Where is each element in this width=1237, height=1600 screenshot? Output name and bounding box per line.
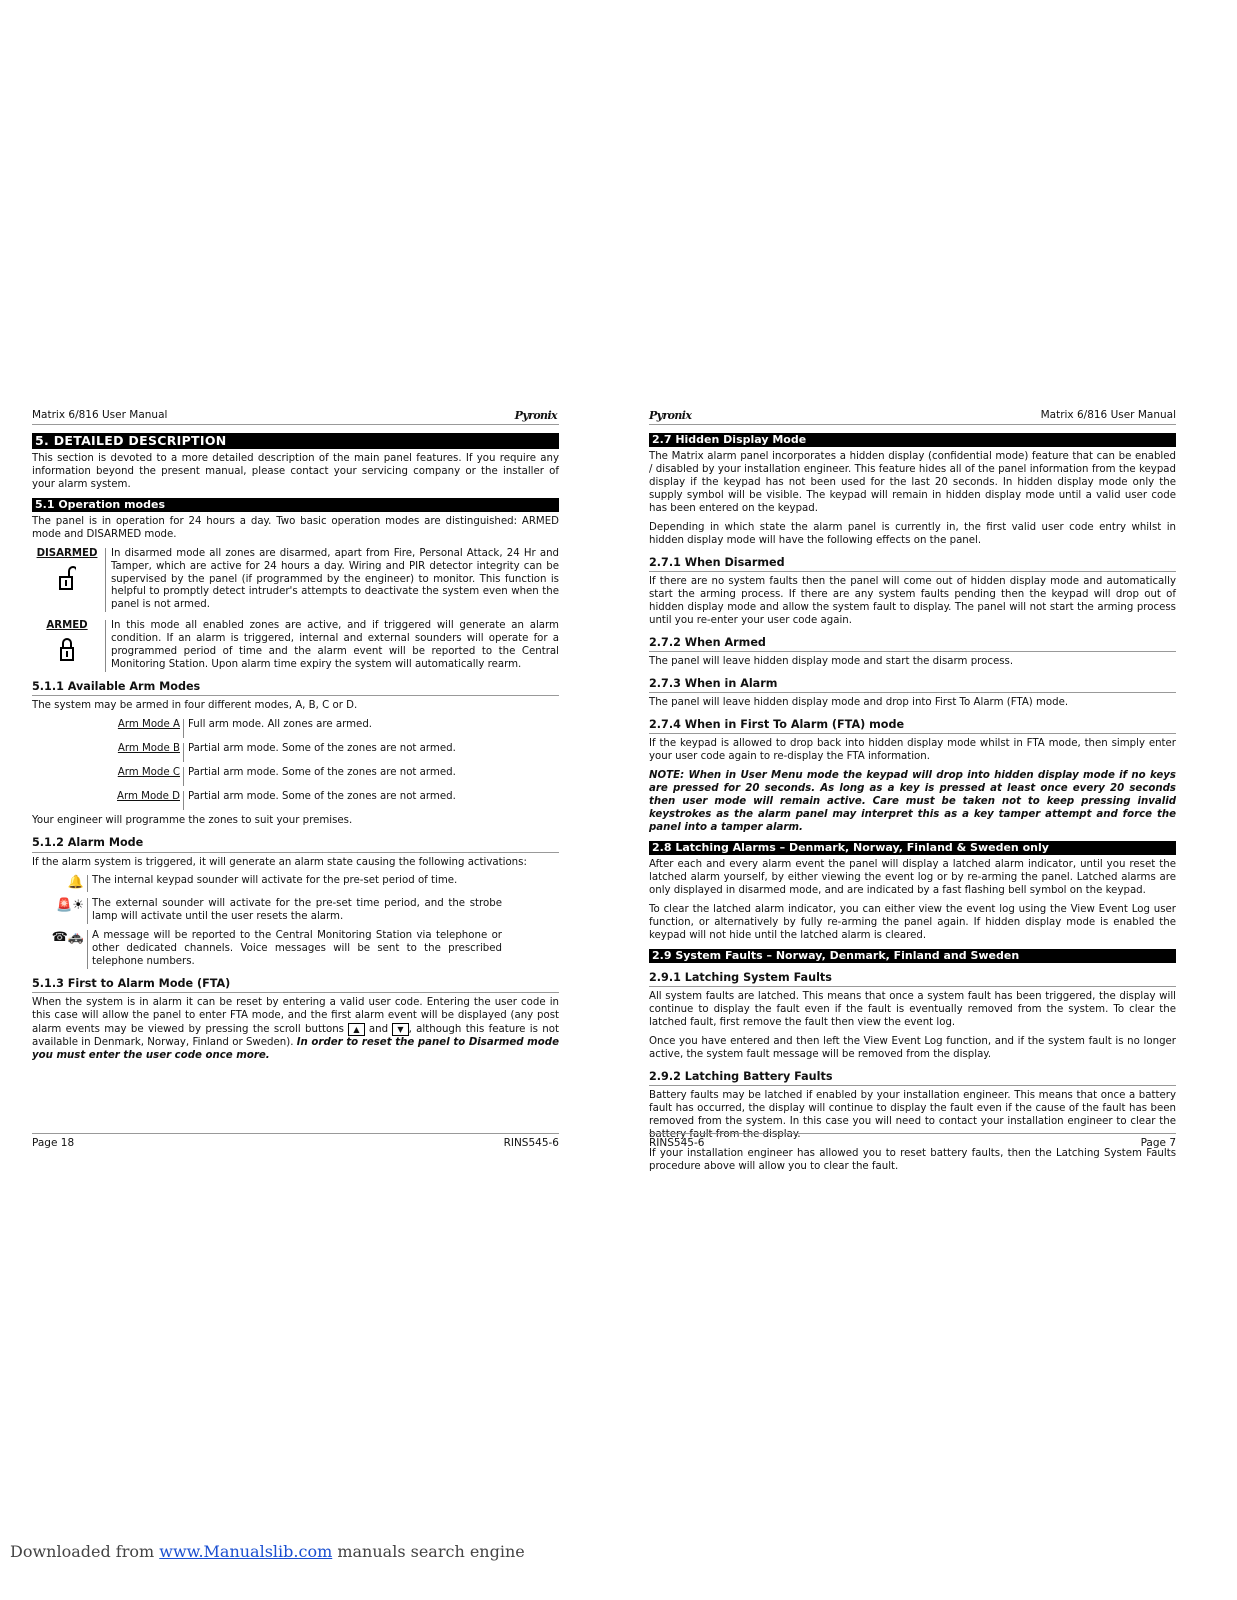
section-5-title: 5. DETAILED DESCRIPTION	[32, 433, 559, 449]
section-2-7-4-text: If the keypad is allowed to drop back into hidden display mode whilst in FTA mode, then simply enter your user code again to re-display the FTA information.	[649, 738, 1176, 763]
section-5-1-title: 5.1 Operation modes	[32, 498, 559, 512]
doc-code: RINS545-6	[503, 1137, 559, 1149]
section-2-8-text: After each and every alarm event the panel will display a latched alarm indicator, until you reset the latched alarm yourself, by either viewing the event log or by re-arming the panel. Latched alarms are only displayed in disarmed mode, and are indicated by a fast flashing bell symbol on the keypad.	[649, 858, 1176, 896]
section-5-1-1-note: Your engineer will programme the zones to suit your premises.	[32, 815, 353, 827]
section-5-1-1-text: The system may be armed in four different modes, A, B, C or D.	[32, 700, 358, 712]
alarm-activation-item	[32, 930, 559, 969]
section-2-9-1-text: All system faults are latched. This means that once a system fault has been triggered, the display will continue to display the fault even if the fault is eventually removed from the system. To clear the latched fault, first remove the fault then view the event log.	[649, 990, 1176, 1028]
section-2-7-2-title: 2.7.2 When Armed	[649, 636, 1176, 652]
reset-instruction: In order to reset the panel to Disarmed mode you must enter the user code once more.	[32, 1036, 559, 1061]
siren-strobe-icon: 🚨☀	[56, 897, 84, 913]
arm-mode-desc: Full arm mode. All zones are armed.	[188, 719, 373, 731]
disarmed-mode	[32, 548, 559, 613]
alarm-activation-text: The external sounder will activate for the pre-set time period, and the strobe lamp will activate until the user resets the alarm.	[87, 898, 502, 924]
section-2-7-3-title: 2.7.3 When in Alarm	[649, 677, 1176, 693]
section-5-1-3-text: When the system is in alarm it can be reset by entering a valid user code. Entering the user code in this case will allow the panel to enter FTA mode, and the first alarm event will be displayed (any post alarm events may be viewed by pressing the scroll buttons ▲ and ▼ , although this feature is not available in Denmark, Norway, Finland or Sweden). In order to reset the panel to Disarmed mode you must enter the user code once more.	[32, 996, 559, 1061]
pyronix-logo: Pyronix	[514, 409, 557, 423]
arm-mode-name: Arm Mode B	[117, 743, 184, 762]
section-2-7-3-text: The panel will leave hidden display mode and drop into First To Alarm (FTA) mode.	[649, 697, 1069, 709]
header-title: Matrix 6/816 User Manual	[1040, 408, 1176, 421]
section-5-intro: This section is devoted to a more detailed description of the main panel features. If you require any information beyond the present manual, please contact your servicing company or the installer of your alarm system.	[32, 452, 559, 490]
section-2-7-2-text: The panel will leave hidden display mode and start the disarm process.	[649, 655, 1014, 667]
section-2-7-text: The Matrix alarm panel incorporates a hidden display (confidential mode) feature that can be enabled / disabled by your installation engineer. This feature hides all of the panel information from the keypad display if the keypad has not been used for the last 20 seconds. In hidden display mode only the supply symbol will be visible. The keypad will remain in hidden display mode until a valid user code has been entered on the keypad.	[649, 450, 1176, 514]
section-2-7-1-text: If there are no system faults then the panel will come out of hidden display mode and automatically start the arming process. If there are any system faults pending then the keypad will drop out of hidden display mode and allow the system fault to display. The panel will not start the arming process until you re-enter your user code again.	[649, 575, 1176, 626]
armed-mode	[32, 620, 559, 672]
arm-mode-name: Arm Mode A	[117, 719, 184, 738]
header-title: Matrix 6/816 User Manual	[32, 408, 168, 421]
scroll-up-key-icon: ▲	[348, 1023, 364, 1036]
alarm-activation-item	[32, 875, 559, 892]
alarm-activation-item	[32, 898, 559, 924]
section-2-8-text-2: To clear the latched alarm indicator, you can either view the event log using the View Event Log user function, or alternatively by fully re-arming the panel again. If hidden display mode is enabled the keypad will not hide until the latched alarm is cleared.	[649, 903, 1176, 941]
disarmed-description: In disarmed mode all zones are disarmed, apart from Fire, Personal Attack, 24 Hr and Tamper, which are active for 24 hours a day. Wiring and PIR detector integrity can be supervised by the panel (if programmed by the engineer) to monitor. This function is helpful to promptly detect intruder's attempts to deactivate the system even when the panel is not armed.	[105, 548, 559, 613]
page-number: Page 7	[1140, 1137, 1176, 1149]
section-2-8-title: 2.8 Latching Alarms – Denmark, Norway, Finland & Sweden only	[649, 841, 1176, 855]
page-footer	[649, 1133, 1176, 1149]
section-2-9-1-title: 2.9.1 Latching System Faults	[649, 971, 1176, 987]
section-2-9-2-text: Battery faults may be latched if enabled by your installation engineer. This means that once a battery fault has occurred, the display will continue to display the fault even if the cause of the fault has been removed from the system. In this case you will need to contact your installation engineer to clear the battery fault from the display.	[649, 1089, 1176, 1140]
section-2-9-2-text-2: If your installation engineer has allowed you to reset battery faults, then the Latching System Faults procedure above will allow you to clear the fault.	[649, 1147, 1176, 1172]
list-item	[117, 791, 559, 815]
right-page	[649, 408, 1176, 1179]
section-5-1-2-title: 5.1.2 Alarm Mode	[32, 836, 559, 852]
section-2-7-title: 2.7 Hidden Display Mode	[649, 433, 1176, 447]
arm-mode-name: Arm Mode D	[117, 791, 184, 810]
locked-padlock-icon	[59, 637, 75, 661]
scroll-down-key-icon: ▼	[392, 1023, 408, 1036]
doc-code: RINS545-6	[649, 1137, 705, 1149]
left-page	[32, 408, 559, 1149]
arm-mode-name: Arm Mode C	[117, 767, 184, 786]
disarmed-label: DISARMED	[36, 547, 98, 559]
pyronix-logo: Pyronix	[649, 409, 692, 423]
list-item	[117, 767, 559, 791]
arm-mode-desc: Partial arm mode. Some of the zones are not armed.	[188, 743, 456, 755]
download-banner: Downloaded from www.Manualslib.com manuals search engine	[10, 1542, 525, 1561]
section-2-7-1-title: 2.7.1 When Disarmed	[649, 556, 1176, 572]
page-header	[649, 408, 1176, 425]
arm-modes-list	[117, 719, 559, 815]
list-item	[117, 719, 559, 743]
section-2-9-2-title: 2.9.2 Latching Battery Faults	[649, 1070, 1176, 1086]
page-header	[32, 408, 559, 425]
unlocked-padlock-icon	[58, 565, 76, 591]
arm-mode-desc: Partial arm mode. Some of the zones are not armed.	[188, 791, 456, 803]
list-item	[117, 743, 559, 767]
armed-description: In this mode all enabled zones are active, and if triggered will generate an alarm condition. If an alarm is triggered, internal and external sounders will operate for a programmed period of time and the alarm event will be reported to the Central Monitoring Station. Upon alarm time expiry the system will automatically rearm.	[105, 620, 559, 672]
alarm-activation-text: A message will be reported to the Central Monitoring Station via telephone or other dedicated channels. Voice messages will be sent to the prescribed telephone numbers.	[87, 930, 502, 969]
section-2-7-text-2: Depending in which state the alarm panel is currently in, the first valid user code entry whilst in hidden display mode will have the following effects on the panel.	[649, 521, 1176, 546]
section-5-1-3-title: 5.1.3 First to Alarm Mode (FTA)	[32, 977, 559, 993]
section-2-9-title: 2.9 System Faults – Norway, Denmark, Finland and Sweden	[649, 949, 1176, 963]
section-2-7-4-title: 2.7.4 When in First To Alarm (FTA) mode	[649, 718, 1176, 734]
section-5-1-2-text: If the alarm system is triggered, it will generate an alarm state causing the following activations:	[32, 856, 527, 868]
page-footer	[32, 1133, 559, 1149]
section-2-7-4-note: NOTE: When in User Menu mode the keypad will drop into hidden display mode if no keys are pressed for 20 seconds. As long as a key is pressed at least once every 20 seconds then user mode will remain active. Care must be taken not to keep pressing invalid keystrokes as the alarm panel may interpret this as a key tamper attempt and force the panel into a tamper alarm.	[649, 770, 1176, 833]
section-2-9-1-text-2: Once you have entered and then left the View Event Log function, and if the system fault is no longer active, the system fault message will be removed from the display.	[649, 1035, 1176, 1060]
armed-label: ARMED	[46, 620, 88, 632]
section-5-1-text: The panel is in operation for 24 hours a day. Two basic operation modes are distinguished: ARMED mode and DISARMED mode.	[32, 515, 559, 540]
telephone-police-icon: ☎🚓	[51, 929, 84, 945]
arm-mode-desc: Partial arm mode. Some of the zones are not armed.	[188, 767, 456, 779]
page-number: Page 18	[32, 1137, 75, 1149]
alarm-activation-text: The internal keypad sounder will activate for the pre-set period of time.	[87, 875, 502, 892]
section-5-1-1-title: 5.1.1 Available Arm Modes	[32, 680, 559, 696]
keypad-sounder-icon: 🔔	[67, 875, 84, 891]
manualslib-link[interactable]: www.Manualslib.com	[159, 1542, 333, 1561]
